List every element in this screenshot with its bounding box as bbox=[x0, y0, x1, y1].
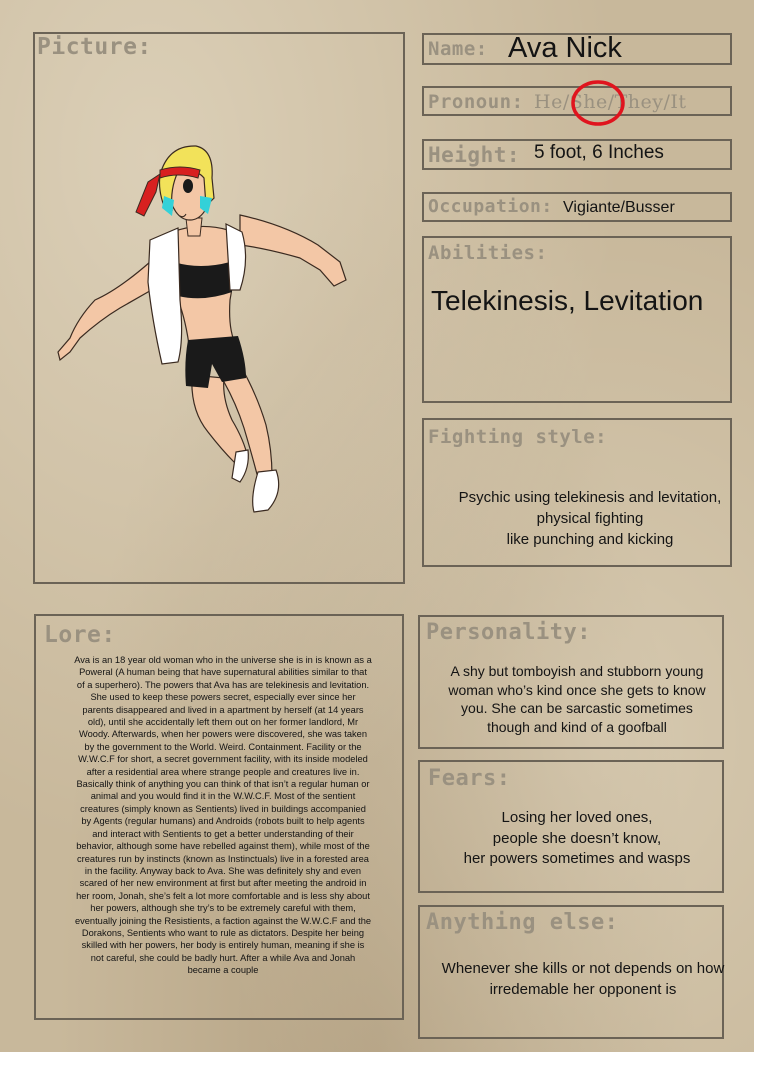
occupation-label: Occupation: bbox=[428, 196, 553, 217]
height-label: Height: bbox=[428, 143, 521, 167]
picture-label: Picture: bbox=[37, 34, 152, 60]
fighting-style-line: Psychic using telekinesis and levitation, bbox=[458, 489, 722, 506]
character-illustration bbox=[40, 130, 360, 520]
lore-text: Ava is an 18 year old woman who in the universe she is in is known as a Poweral (A human being that have supernatural abilities similar to that of a superhero). The powers that Ava has are telekinesis and levitation. She used to keep these powers secret, especially ever since her parents disappeared and lived in a apartment by herself (at 14 years old), until she accidentally left them out on her former landlord, Mr Woody. Afterwards, when her powers were discovered, she was taken by the government to the World. Weird. Containment. Facility or the W.W.C.F for short, a secret government facility, with its inside modeled after a residential area where strange people and creatures live in. Basically think of anything you can think of that isn’t a regular human or animal and you would find it in the W.W.C.F. Most of the sentient creatures (simply known as Sentients) lived in buildings accompanied by Agents (regular humans) and Androids (robots built to help agents and interact with Sentients to get a better understanding of their behavior, although some have rebelled against them), while most of the creatures run by instincts (known as Instinctuals) live in a forested area in the facility. Anyway back to Ava. She was definitely shy and even scared of her new environment at first but after meeting the android in her room, Jonah, she’s felt a lot more comfortable and is less shy about her powers, although she try’s to be extremely careful with them, eventually joining the Resistients, a faction against the W.W.C.F and the Dorakons, Sentients who want to rule as dictators. Despite her being skilled with her powers, her body is entirely human, meaning if she is not careful, she could be badly hurt. After a while Ava and Jonah became a couple bbox=[74, 655, 372, 976]
fears-text bbox=[424, 808, 730, 870]
name-label: Name: bbox=[428, 38, 488, 60]
personality-line: A shy but tomboyish and stubborn young bbox=[450, 663, 704, 679]
fears-line: people she doesn’t know, bbox=[492, 829, 662, 847]
pronoun-options: He/She/They/It bbox=[534, 91, 687, 113]
anything-else-text bbox=[424, 959, 742, 1000]
abilities-value: Telekinesis, Levitation bbox=[431, 285, 704, 316]
personality-line: though and kind of a goofball bbox=[487, 718, 667, 735]
fears-label: Fears: bbox=[428, 766, 511, 791]
lore-label: Lore: bbox=[44, 622, 116, 648]
fears-line: Losing her loved ones, bbox=[501, 809, 653, 826]
anything-else-line: irredemable her opponent is bbox=[489, 980, 677, 998]
anything-else-line: Whenever she kills or not depends on how bbox=[441, 960, 725, 977]
name-value: Ava Nick bbox=[508, 32, 622, 64]
height-value: 5 foot, 6 Inches bbox=[534, 142, 664, 163]
anything-else-label: Anything else: bbox=[426, 910, 619, 935]
fighting-style-text bbox=[442, 487, 738, 550]
occupation-value: Vigiante/Busser bbox=[563, 199, 675, 216]
fighting-style-line: physical fighting bbox=[536, 510, 644, 527]
personality-text bbox=[424, 662, 730, 736]
highlight-circle bbox=[568, 78, 630, 130]
personality-line: you. She can be sarcastic sometimes bbox=[461, 700, 693, 716]
personality-line: woman who’s kind once she gets to know bbox=[448, 681, 706, 698]
fears-line: her powers sometimes and wasps bbox=[463, 850, 691, 867]
abilities-label: Abilities: bbox=[428, 242, 548, 264]
fighting-style-label: Fighting style: bbox=[428, 426, 608, 448]
personality-label: Personality: bbox=[426, 620, 591, 645]
pronoun-label: Pronoun: bbox=[428, 91, 524, 113]
fighting-style-line: like punching and kicking bbox=[506, 531, 674, 548]
